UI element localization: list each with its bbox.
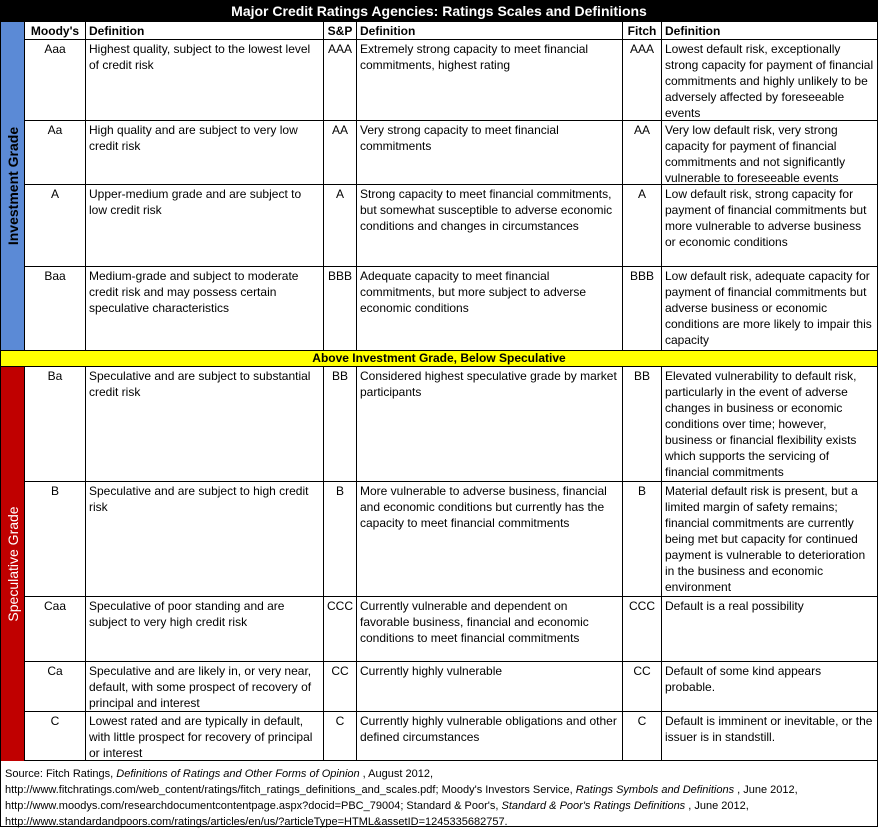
moodys-definition: Speculative of poor standing and are subject to very high credit risk (86, 597, 324, 661)
moodys-definition: Speculative and are likely in, or very near, default, with some prospect of recovery of principal and interest (86, 662, 324, 711)
source-line-2 (5, 782, 873, 798)
source-line-3 (5, 798, 873, 814)
fitch-definition: Default is imminent or inevitable, or the issuer is in standstill. (665, 714, 873, 744)
header-sp: S&P (324, 22, 357, 40)
sp-definition: Adequate capacity to meet financial commitments, but more subject to adverse economic conditions (357, 267, 623, 350)
sp-rating: BB (324, 367, 357, 481)
header-fitch-definition: Definition (662, 22, 877, 40)
fitch-rating: CCC (623, 597, 662, 661)
sp-definition: Considered highest speculative grade by market participants (357, 367, 623, 481)
fitch-rating: A (623, 185, 662, 266)
table-row (25, 367, 877, 482)
investment-grade-band (1, 22, 25, 350)
middle-band-label: Above Investment Grade, Below Speculative (1, 350, 877, 367)
table-row (25, 267, 877, 350)
page-title: Major Credit Ratings Agencies: Ratings Scales and Definitions (1, 1, 877, 22)
moodys-rating: Aaa (25, 40, 86, 120)
fitch-rating: AA (623, 121, 662, 184)
source-text: Source: Fitch Ratings, (5, 768, 117, 780)
source-note (5, 766, 873, 830)
fitch-rating: BBB (623, 267, 662, 350)
header-moodys: Moody's (25, 22, 86, 40)
fitch-definition: Lowest default risk, exceptionally strong capacity for payment of financial commitments and highly unlikely to be adversely affected by foreseeable events (665, 42, 874, 120)
moodys-rating: B (25, 482, 86, 596)
moodys-definition: Highest quality, subject to the lowest level of credit risk (86, 40, 324, 120)
fitch-rating: B (623, 482, 662, 596)
table-row (25, 185, 877, 267)
source-text: , June 2012, (734, 784, 798, 796)
sp-definition: Very strong capacity to meet financial commitments (357, 121, 623, 184)
table-row (25, 662, 877, 712)
moodys-rating: Ba (25, 367, 86, 481)
fitch-definition: Material default risk is present, but a limited margin of safety remains; financial commitments are currently being met but capacity for continued payment is vulnerable to deterioration in the business and economic environment (665, 484, 866, 594)
fitch-definition: Low default risk, strong capacity for payment of financial commitments but more vulnerable to adverse business or economic conditions (665, 187, 867, 249)
speculative-grade-band (1, 367, 25, 761)
table-row (25, 597, 877, 662)
moodys-rating: Caa (25, 597, 86, 661)
source-text: http://www.fitchratings.com/web_content/ratings/fitch_ratings_definitions_and_scales.pdf; Moody's Investors Service, (5, 784, 576, 796)
moodys-definition: Speculative and are subject to high credit risk (86, 482, 324, 596)
sp-rating: B (324, 482, 357, 596)
sp-definition: Currently highly vulnerable (357, 662, 623, 711)
fitch-definition: Default of some kind appears probable. (665, 664, 822, 694)
fitch-definition: Low default risk, adequate capacity for payment of financial commitments but adverse business or economic conditions are more likely to impair this capacity (665, 269, 872, 347)
table-row (25, 40, 877, 121)
moodys-rating: A (25, 185, 86, 266)
sp-rating: AA (324, 121, 357, 184)
header-sp-definition: Definition (357, 22, 623, 40)
fitch-rating: CC (623, 662, 662, 711)
header-moodys-definition: Definition (86, 22, 324, 40)
sp-definition: Currently vulnerable and dependent on favorable business, financial and economic conditions to meet financial commitments (357, 597, 623, 661)
sp-rating: CC (324, 662, 357, 711)
source-text: http://www.moodys.com/researchdocumentcontentpage.aspx?docid=PBC_79004; Standard & Poor's, (5, 800, 502, 812)
table-row (25, 482, 877, 597)
source-text: , August 2012, (359, 768, 434, 780)
fitch-rating: C (623, 712, 662, 760)
fitch-definition: Very low default risk, very strong capacity for payment of financial commitments and not significantly vulnerable to foreseeable events (665, 123, 846, 184)
moodys-rating: Baa (25, 267, 86, 350)
moodys-definition: Upper-medium grade and are subject to low credit risk (86, 185, 324, 266)
sp-definition: More vulnerable to adverse business, financial and economic conditions but currently has the capacity to meet financial commitments (357, 482, 623, 596)
sp-rating: CCC (324, 597, 357, 661)
moodys-definition: High quality and are subject to very low credit risk (86, 121, 324, 184)
moodys-definition: Medium-grade and subject to moderate credit risk and may possess certain speculative characteristics (86, 267, 324, 350)
sp-rating: C (324, 712, 357, 760)
header-fitch: Fitch (623, 22, 662, 40)
moodys-rating: C (25, 712, 86, 760)
sp-rating: AAA (324, 40, 357, 120)
sp-definition: Extremely strong capacity to meet financial commitments, highest rating (357, 40, 623, 120)
source-title: Definitions of Ratings and Other Forms of Opinion (116, 768, 360, 780)
source-text: , June 2012, (685, 800, 749, 812)
fitch-definition: Default is a real possibility (665, 599, 804, 613)
fitch-rating: BB (623, 367, 662, 481)
moodys-rating: Ca (25, 662, 86, 711)
source-line-1 (5, 766, 873, 782)
moodys-rating: Aa (25, 121, 86, 184)
sp-definition: Strong capacity to meet financial commitments, but somewhat susceptible to adverse economic conditions and changes in circumstances (357, 185, 623, 266)
source-line-4: http://www.standardandpoors.com/ratings/articles/en/us/?articleType=HTML&assetID=1245335682757. (5, 816, 508, 828)
moodys-definition: Lowest rated and are typically in default, with little prospect for recovery of principal or interest (86, 712, 324, 760)
fitch-rating: AAA (623, 40, 662, 120)
source-title: Ratings Symbols and Definitions (575, 784, 735, 796)
sp-rating: A (324, 185, 357, 266)
moodys-definition: Speculative and are subject to substantial credit risk (86, 367, 324, 481)
table-row (25, 712, 877, 761)
speculative-grade-label: Speculative Grade (4, 506, 21, 622)
sp-rating: BBB (324, 267, 357, 350)
table-row (25, 121, 877, 185)
source-title: Standard & Poor's Ratings Definitions (501, 800, 686, 812)
investment-grade-label: Investment Grade (4, 126, 21, 246)
sp-definition: Currently highly vulnerable obligations and other defined circumstances (357, 712, 623, 760)
fitch-definition: Elevated vulnerability to default risk, particularly in the event of adverse changes in business or economic conditions over time; however, business or financial flexibility exists which supports the servicing of financial commitments (665, 369, 857, 479)
